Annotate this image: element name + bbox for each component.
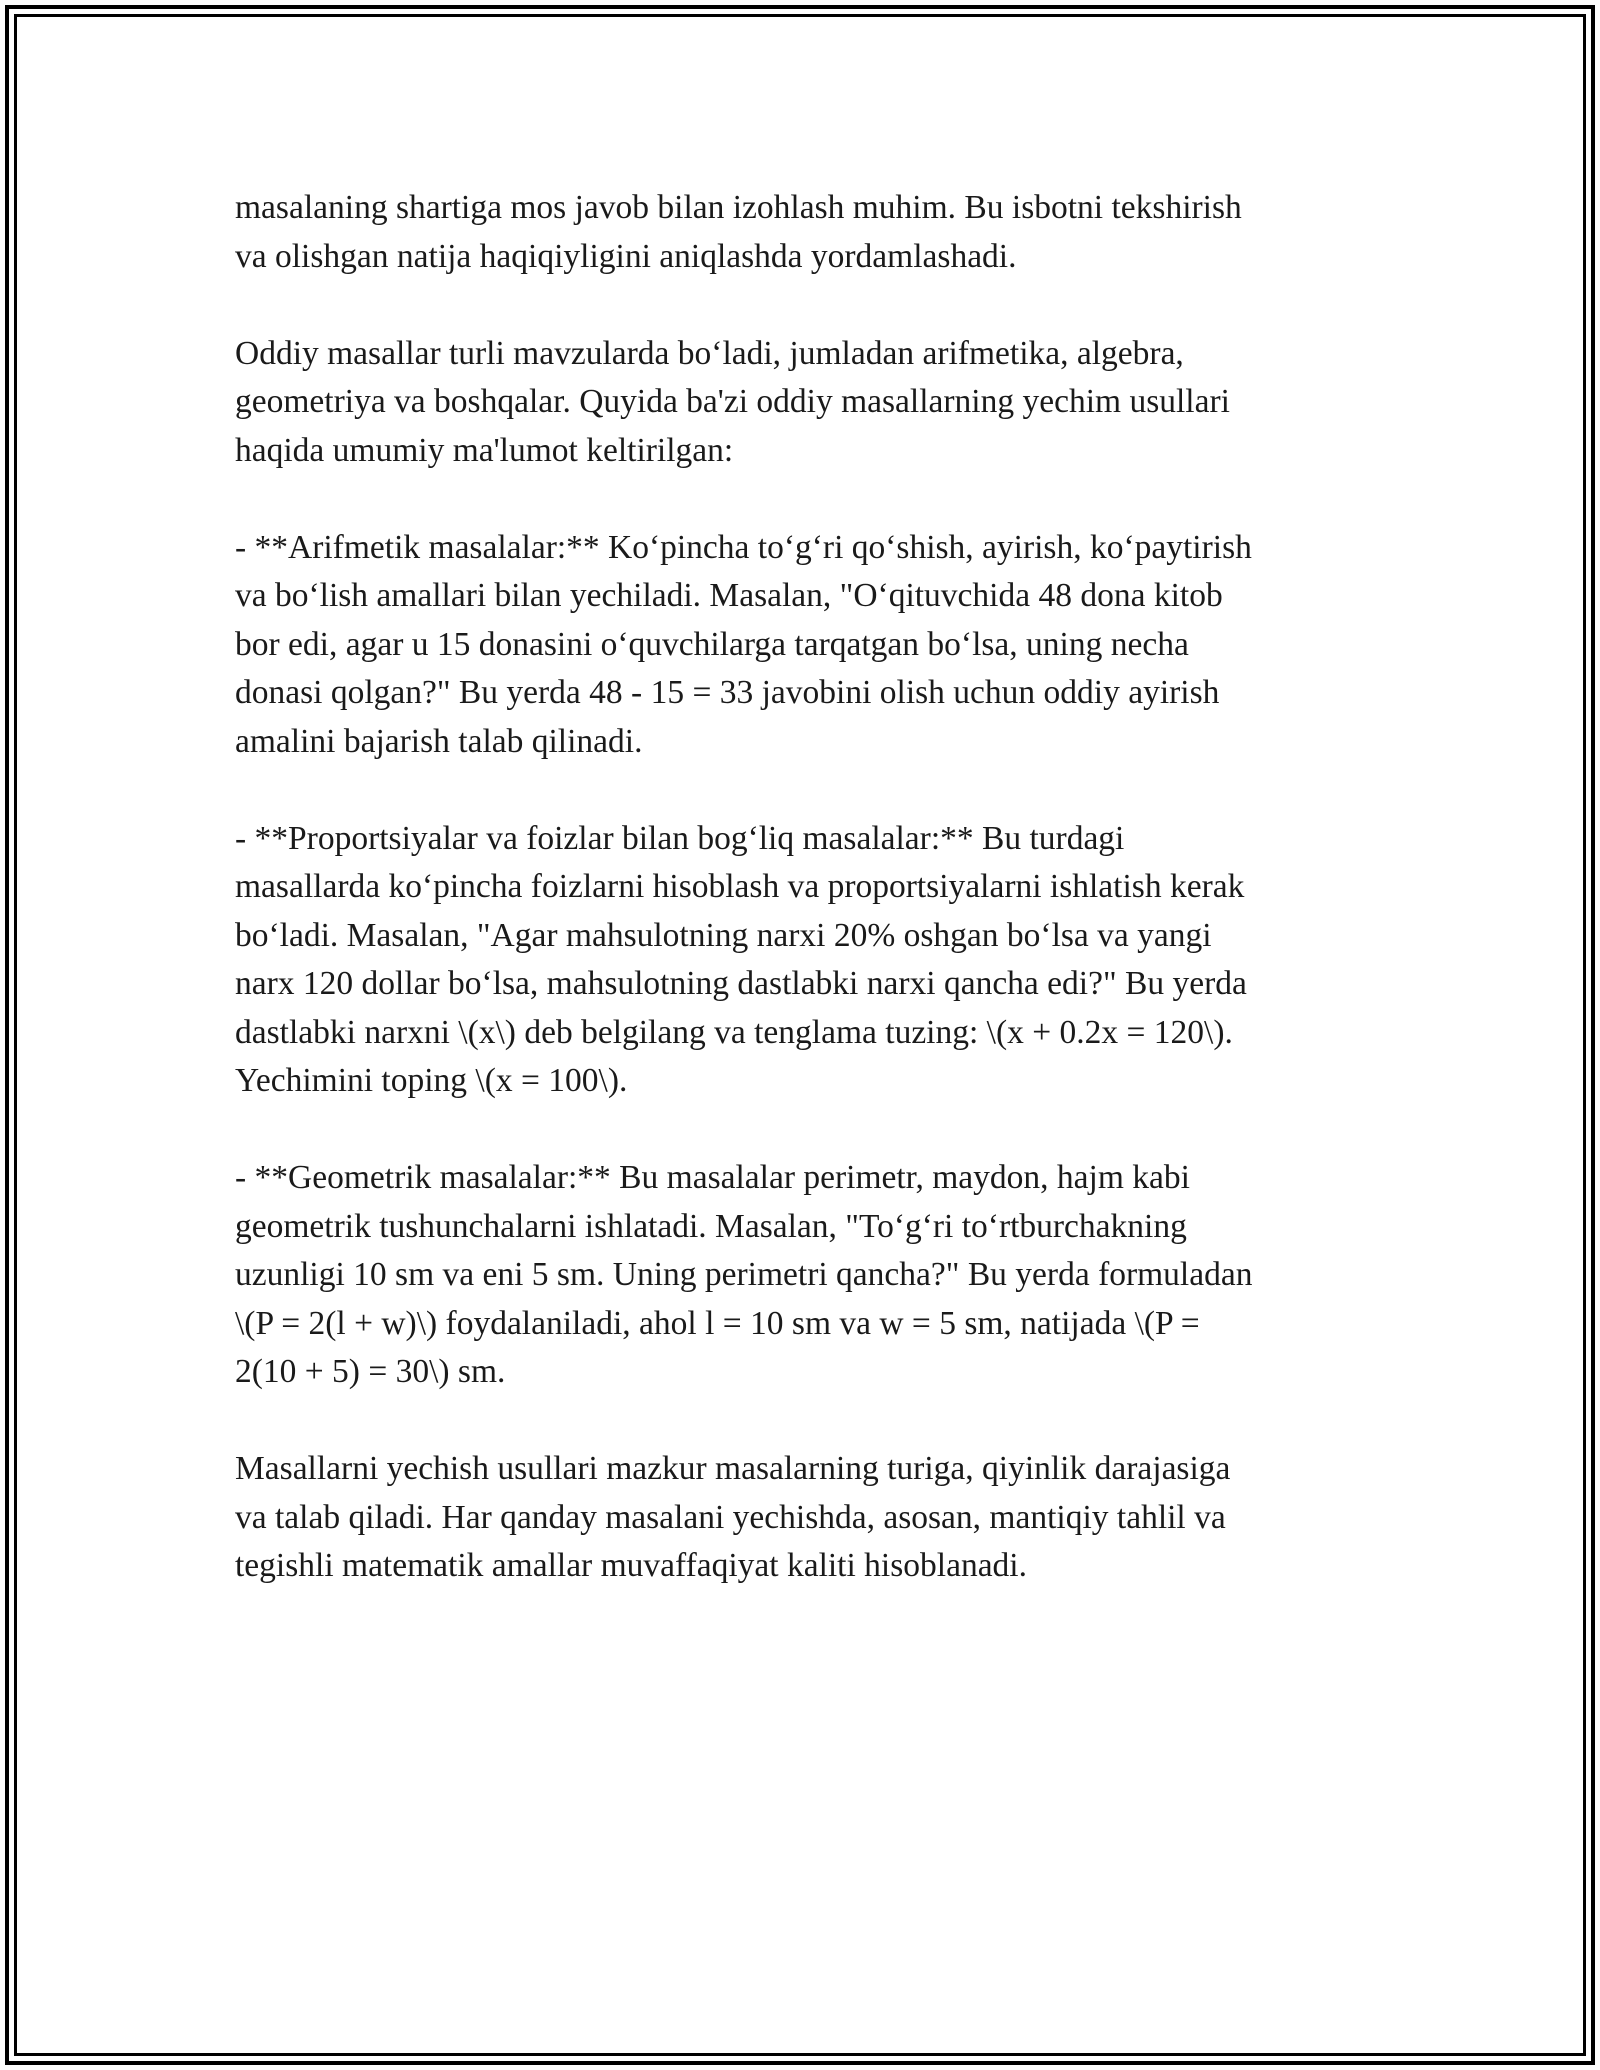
text-line: haqida umumiy ma'lumot keltirilgan: — [235, 431, 734, 469]
text-line: masalaning shartiga mos javob bilan izohlash muhim. Bu isbotni tekshirish — [235, 189, 1242, 226]
document-body — [235, 184, 1365, 1639]
text-line: geometrik tushunchalarni ishlatadi. Masalan, "To‘g‘ri to‘rtburchakning — [235, 1207, 1187, 1245]
text-line: amalini bajarish talab qilinadi. — [235, 722, 643, 760]
paragraph-conclusion — [235, 1445, 1365, 1591]
text-line: masallarda ko‘pincha foizlarni hisoblash va proportsiyalarni ishlatish kerak — [235, 868, 1245, 905]
paragraph-1 — [235, 184, 1365, 281]
paragraph-arithmetic — [235, 524, 1365, 767]
text-line: geometriya va boshqalar. Quyida ba'zi oddiy masallarning yechim usullari — [235, 383, 1230, 420]
paragraph-proportions — [235, 815, 1365, 1106]
text-line: Masallarni yechish usullari mazkur masalarning turiga, qiyinlik darajasiga — [235, 1450, 1231, 1487]
text-line: tegishli matematik amallar muvaffaqiyat kaliti hisoblanadi. — [235, 1547, 1027, 1584]
paragraph-geometry — [235, 1154, 1365, 1397]
text-line: donasi qolgan?" Bu yerda 48 - 15 = 33 javobini olish uchun oddiy ayirish — [235, 674, 1220, 711]
text-line: narx 120 dollar bo‘lsa, mahsulotning dastlabki narxi qancha edi?" Bu yerda — [235, 965, 1247, 1002]
text-line: bor edi, agar u 15 donasini o‘quvchilarga tarqatgan bo‘lsa, uning necha — [235, 625, 1189, 663]
text-line: 2(10 + 5) = 30\) sm. — [235, 1353, 506, 1390]
text-line: bo‘ladi. Masalan, "Agar mahsulotning narxi 20% oshgan bo‘lsa va yangi — [235, 916, 1212, 954]
text-line: dastlabki narxni \(x\) deb belgilang va tenglama tuzing: \(x + 0.2x = 120\). — [235, 1013, 1233, 1051]
text-line: - **Arifmetik masalalar:** Ko‘pincha to‘g‘ri qo‘shish, ayirish, ko‘paytirish — [235, 528, 1252, 566]
text-line: - **Geometrik masalalar:** Bu masalalar perimetr, maydon, hajm kabi — [235, 1159, 1190, 1196]
text-line: \(P = 2(l + w)\) foydalaniladi, ahol l = 10 sm va w = 5 sm, natijada \(P = — [235, 1304, 1200, 1342]
text-line: va olishgan natija haqiqiyligini aniqlashda yordamlashadi. — [235, 237, 1017, 275]
text-line: Yechimini toping \(x = 100\). — [235, 1062, 628, 1099]
paragraph-2 — [235, 330, 1365, 476]
text-line: va bo‘lish amallari bilan yechiladi. Masalan, "O‘qituvchida 48 dona kitob — [235, 577, 1223, 614]
text-line: Oddiy masallar turli mavzularda bo‘ladi, jumladan arifmetika, algebra, — [235, 334, 1184, 372]
text-line: va talab qiladi. Har qanday masalani yechishda, asosan, mantiqiy tahlil va — [235, 1498, 1226, 1536]
text-line: uzunligi 10 sm va eni 5 sm. Uning perimetri qancha?" Bu yerda formuladan — [235, 1256, 1253, 1293]
text-line: - **Proportsiyalar va foizlar bilan bog‘liq masalalar:** Bu turdagi — [235, 819, 1125, 857]
